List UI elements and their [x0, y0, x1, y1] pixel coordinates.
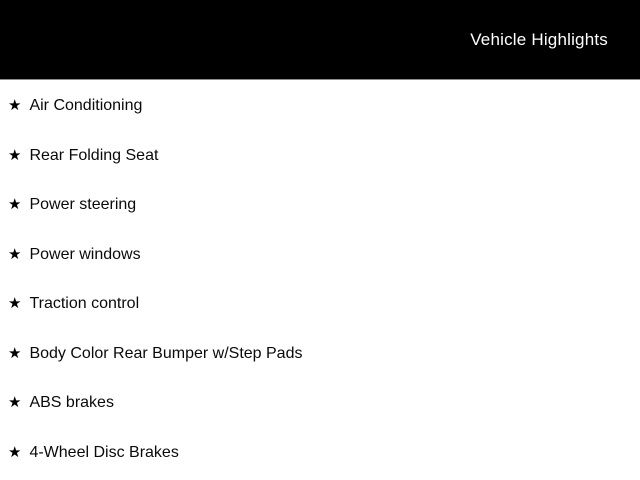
list-item — [8, 246, 640, 263]
feature-label: Power steering — [29, 196, 137, 213]
star-icon: ★ — [8, 146, 22, 164]
list-item — [8, 394, 640, 411]
feature-label: Rear Folding Seat — [29, 146, 159, 164]
page-title: Vehicle Highlights — [470, 29, 608, 49]
feature-label: Power windows — [29, 245, 141, 263]
list-item — [8, 444, 640, 461]
list-item — [8, 97, 640, 114]
star-icon: ★ — [8, 295, 22, 312]
list-item — [8, 196, 640, 213]
feature-label: Body Color Rear Bumper w/Step Pads — [29, 344, 303, 362]
list-item — [8, 295, 640, 312]
star-icon: ★ — [8, 344, 22, 362]
feature-label: 4-Wheel Disc Brakes — [29, 443, 179, 461]
star-icon: ★ — [8, 245, 22, 263]
features-list — [0, 80, 640, 461]
star-icon: ★ — [8, 196, 22, 213]
header-bar — [0, 0, 640, 80]
star-icon: ★ — [8, 394, 22, 411]
star-icon: ★ — [8, 97, 22, 114]
list-item — [8, 147, 640, 164]
feature-label: Traction control — [29, 295, 140, 312]
feature-label: Air Conditioning — [29, 97, 143, 114]
star-icon: ★ — [8, 443, 22, 461]
feature-label: ABS brakes — [29, 394, 114, 411]
list-item — [8, 345, 640, 362]
